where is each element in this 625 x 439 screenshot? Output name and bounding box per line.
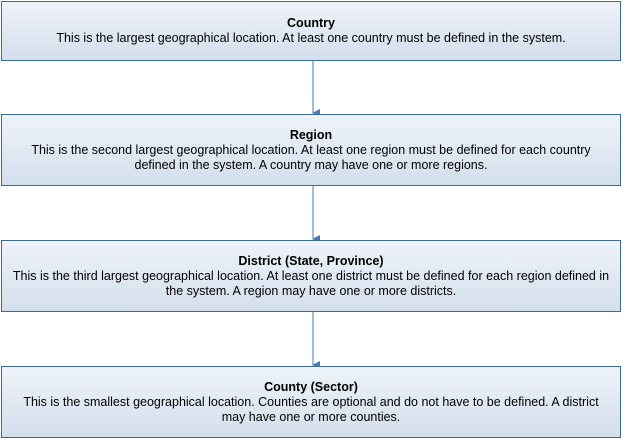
county-description: This is the smallest geographical location. Counties are optional and do not have to be defined. A district may have one or more counties. bbox=[23, 394, 599, 424]
region-box bbox=[1, 114, 621, 186]
district-box bbox=[1, 240, 621, 312]
county-box bbox=[1, 366, 621, 438]
district-description: This is the third largest geographical location. At least one district must be defined for each region defined in the system. A region may have one or more districts. bbox=[12, 268, 610, 298]
country-box bbox=[1, 1, 621, 61]
county-title: County (Sector) bbox=[264, 379, 358, 394]
region-description: This is the second largest geographical location. At least one region must be defined for each country defined in the system. A country may have one or more regions. bbox=[31, 142, 591, 172]
country-title: Country bbox=[287, 16, 335, 30]
region-title: Region bbox=[289, 127, 333, 142]
district-title: District (State, Province) bbox=[238, 253, 384, 268]
country-description: This is the largest geographical location. At least one country must be defined in the system. bbox=[56, 31, 566, 45]
